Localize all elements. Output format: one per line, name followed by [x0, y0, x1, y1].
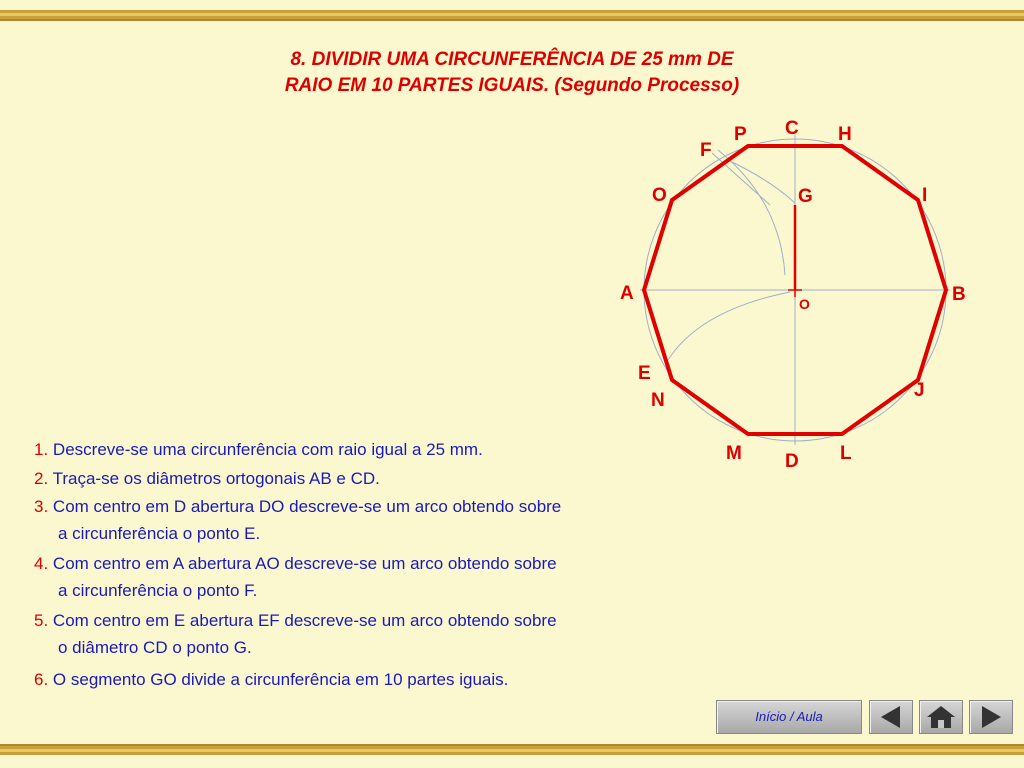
- step-number: 1.: [34, 440, 49, 459]
- label-O-center: O: [799, 296, 810, 312]
- label-B: B: [952, 284, 966, 305]
- step-4: [34, 553, 557, 602]
- triangle-left-icon: [870, 701, 912, 733]
- step-2: [34, 468, 380, 490]
- label-G: G: [798, 186, 813, 207]
- label-I: I: [922, 185, 928, 206]
- bottom-decorative-bar: [0, 744, 1024, 755]
- step-text: Com centro em E abertura EF descreve-se um arco obtendo sobre: [52, 611, 557, 630]
- label-C: C: [785, 118, 799, 139]
- previous-slide-button[interactable]: [869, 700, 913, 734]
- slide-title: [160, 47, 864, 99]
- step-number: 6.: [34, 670, 49, 689]
- label-L: L: [840, 443, 852, 464]
- label-A: A: [620, 283, 634, 304]
- label-O-vertex: O: [652, 185, 667, 206]
- step-text: Com centro em D abertura DO descreve-se um arco obtendo sobre: [52, 497, 562, 516]
- triangle-right-icon: [970, 701, 1012, 733]
- next-slide-button[interactable]: [969, 700, 1013, 734]
- segment-EF: [712, 153, 770, 205]
- label-J: J: [914, 380, 925, 401]
- title-line-2: RAIO EM 10 PARTES IGUAIS. (Segundo Processo): [284, 75, 740, 96]
- label-P: P: [734, 124, 747, 145]
- label-E: E: [638, 363, 651, 384]
- home-button[interactable]: [919, 700, 963, 734]
- step-text-continued: a circunferência o ponto F.: [58, 581, 258, 600]
- step-text-continued: o diâmetro CD o ponto G.: [58, 638, 252, 657]
- step-number: 3.: [34, 497, 49, 516]
- arc-from-E: [728, 160, 795, 203]
- step-text-continued: a circunferência o ponto E.: [58, 524, 261, 543]
- step-text: O segmento GO divide a circunferência em 10 partes iguais.: [52, 670, 509, 689]
- label-M: M: [726, 443, 742, 464]
- label-D: D: [785, 451, 799, 470]
- house-icon: [920, 701, 962, 733]
- arc-from-D: [668, 292, 790, 360]
- label-N: N: [651, 390, 665, 411]
- step-number: 2.: [34, 469, 49, 488]
- top-decorative-bar: [0, 10, 1024, 21]
- decagon-construction-diagram: [600, 105, 1000, 470]
- step-number: 5.: [34, 611, 49, 630]
- step-text: Traça-se os diâmetros ortogonais AB e CD.: [52, 469, 380, 488]
- title-line-1: 8. DIVIDIR UMA CIRCUNFERÊNCIA DE 25 mm DE: [290, 49, 734, 70]
- step-6: [34, 669, 508, 691]
- arc-from-A: [718, 150, 785, 275]
- step-3: [34, 496, 561, 545]
- step-text: Com centro em A abertura AO descreve-se um arco obtendo sobre: [52, 554, 557, 573]
- label-F: F: [700, 140, 712, 161]
- step-5: [34, 610, 557, 659]
- inicio-aula-button[interactable]: Início / Aula: [716, 700, 862, 734]
- step-1: [34, 439, 483, 461]
- label-H: H: [838, 124, 852, 145]
- step-number: 4.: [34, 554, 49, 573]
- step-text: Descreve-se uma circunferência com raio igual a 25 mm.: [52, 440, 483, 459]
